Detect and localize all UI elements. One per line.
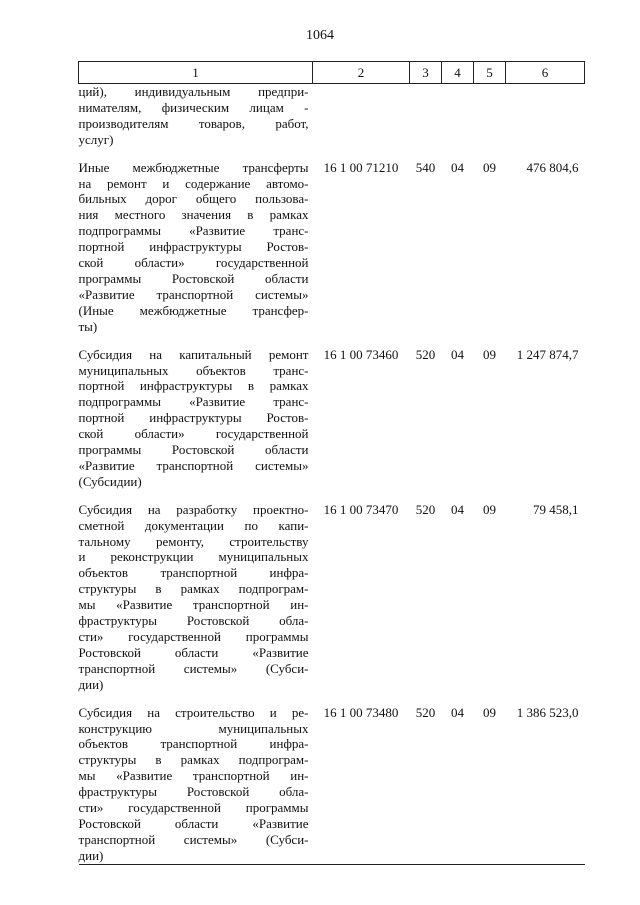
section-code: 04: [451, 346, 464, 362]
description-line: бильных дорог общего пользова-: [78, 191, 309, 207]
section-code: 04: [451, 501, 464, 517]
description-line: «Развитие транспортной системы»: [78, 457, 309, 473]
description-line: сти» государственной программы: [78, 629, 309, 644]
section-code: [442, 84, 474, 148]
budget-table: [78, 61, 585, 865]
description-line: ния местного значения в рамках: [78, 207, 309, 223]
description-line: конструкцию муниципальных: [78, 720, 309, 736]
description-line: дии): [78, 847, 104, 863]
expense-type: 540: [415, 159, 436, 175]
section-code: 04: [451, 159, 464, 175]
description-line: портной инфраструктуры Ростов-: [78, 239, 309, 255]
column-header-5: 5: [474, 62, 506, 84]
description-line: (Иные межбюджетные трансфер-: [78, 302, 309, 318]
table-header-row: [79, 62, 585, 84]
target-article-code: 16 1 00 71210: [323, 159, 399, 175]
description-line: дии): [78, 676, 104, 692]
amount: 1 386 523,0: [506, 693, 585, 865]
description-line: ской области» государственной: [78, 426, 309, 442]
amount: 79 458,1: [533, 501, 579, 517]
description-line: объектов транспортной инфра-: [78, 565, 309, 581]
column-header-4: 4: [442, 62, 474, 84]
page-number: 1064: [306, 28, 334, 43]
description-line: портной инфраструктуры в рамках: [78, 378, 309, 394]
description-line: транспортной системы» (Субси-: [78, 660, 309, 676]
target-article-code: [313, 84, 410, 148]
expense-type: 520: [415, 501, 436, 517]
description-line: Субсидия на строительство и ре-: [78, 704, 309, 720]
description-line: программы Ростовской области: [78, 442, 309, 458]
column-header-1: 1: [79, 62, 313, 84]
description-line: ций), индивидуальным предпри-: [78, 84, 309, 99]
description-line: и реконструкции муниципальных: [78, 549, 309, 565]
description-line: Ростовской области «Развитие: [78, 815, 309, 831]
column-header-3: 3: [410, 62, 442, 84]
description-line: портной инфраструктуры Ростов-: [78, 410, 309, 426]
description-line: сметной документации по капи-: [78, 517, 309, 533]
table-row: [79, 84, 585, 148]
description-line: муниципальных объектов транс-: [78, 362, 309, 378]
description-line: Субсидия на капитальный ремонт: [78, 346, 309, 362]
column-header-2: 2: [313, 62, 410, 84]
row-description: [79, 693, 313, 865]
description-line: (Субсидии): [78, 473, 142, 489]
description-line: транспортной системы» (Субси-: [78, 831, 309, 847]
description-line: тальному ремонту, строительству: [78, 533, 309, 549]
expense-type: 520: [410, 693, 442, 865]
amount: 476 804,6: [526, 159, 579, 175]
table-row: [79, 335, 585, 490]
description-line: на ремонт и содержание автомо-: [78, 175, 309, 191]
description-line: Иные межбюджетные трансферты: [78, 159, 309, 175]
description-line: фраструктуры Ростовской обла-: [78, 784, 309, 800]
subsection-code: 09: [483, 346, 496, 362]
target-article-code: 16 1 00 73480: [313, 693, 410, 865]
subsection-code: 09: [483, 501, 496, 517]
description-line: сти» государственной программы: [78, 800, 309, 816]
target-article-code: 16 1 00 73470: [323, 501, 399, 517]
description-line: фраструктуры Ростовской обла-: [78, 613, 309, 629]
description-line: ской области» государственной: [78, 255, 309, 271]
row-description: [79, 148, 313, 335]
description-line: подпрограммы «Развитие транс-: [78, 394, 309, 410]
description-line: мы «Развитие транспортной ин-: [78, 597, 309, 613]
table-row: [79, 490, 585, 693]
target-article-code: 16 1 00 73460: [323, 346, 399, 362]
expense-type: 520: [415, 346, 436, 362]
description-line: услуг): [78, 131, 114, 147]
amount: [506, 84, 585, 148]
description-line: подпрограммы «Развитие транс-: [78, 223, 309, 239]
description-line: ты): [78, 318, 98, 334]
amount: 1 247 874,7: [516, 346, 579, 362]
expense-type: [410, 84, 442, 148]
row-description: [79, 335, 313, 490]
subsection-code: 09: [474, 693, 506, 865]
table-row: [79, 148, 585, 335]
row-description: [79, 84, 313, 148]
description-line: Субсидия на разработку проектно-: [78, 501, 309, 517]
description-line: структуры в рамках подпрограм-: [78, 581, 309, 597]
description-line: структуры в рамках подпрограм-: [78, 752, 309, 768]
subsection-code: [474, 84, 506, 148]
description-line: «Развитие транспортной системы»: [78, 286, 309, 302]
row-description: [79, 490, 313, 693]
description-line: программы Ростовской области: [78, 270, 309, 286]
description-line: нимателям, физическим лицам -: [78, 99, 309, 115]
description-line: мы «Развитие транспортной ин-: [78, 768, 309, 784]
table-body: [79, 84, 585, 865]
description-line: объектов транспортной инфра-: [78, 736, 309, 752]
section-code: 04: [442, 693, 474, 865]
description-line: Ростовской области «Развитие: [78, 644, 309, 660]
subsection-code: 09: [483, 159, 496, 175]
column-header-6: 6: [506, 62, 585, 84]
table-row: [79, 693, 585, 865]
description-line: производителям товаров, работ,: [78, 115, 309, 131]
